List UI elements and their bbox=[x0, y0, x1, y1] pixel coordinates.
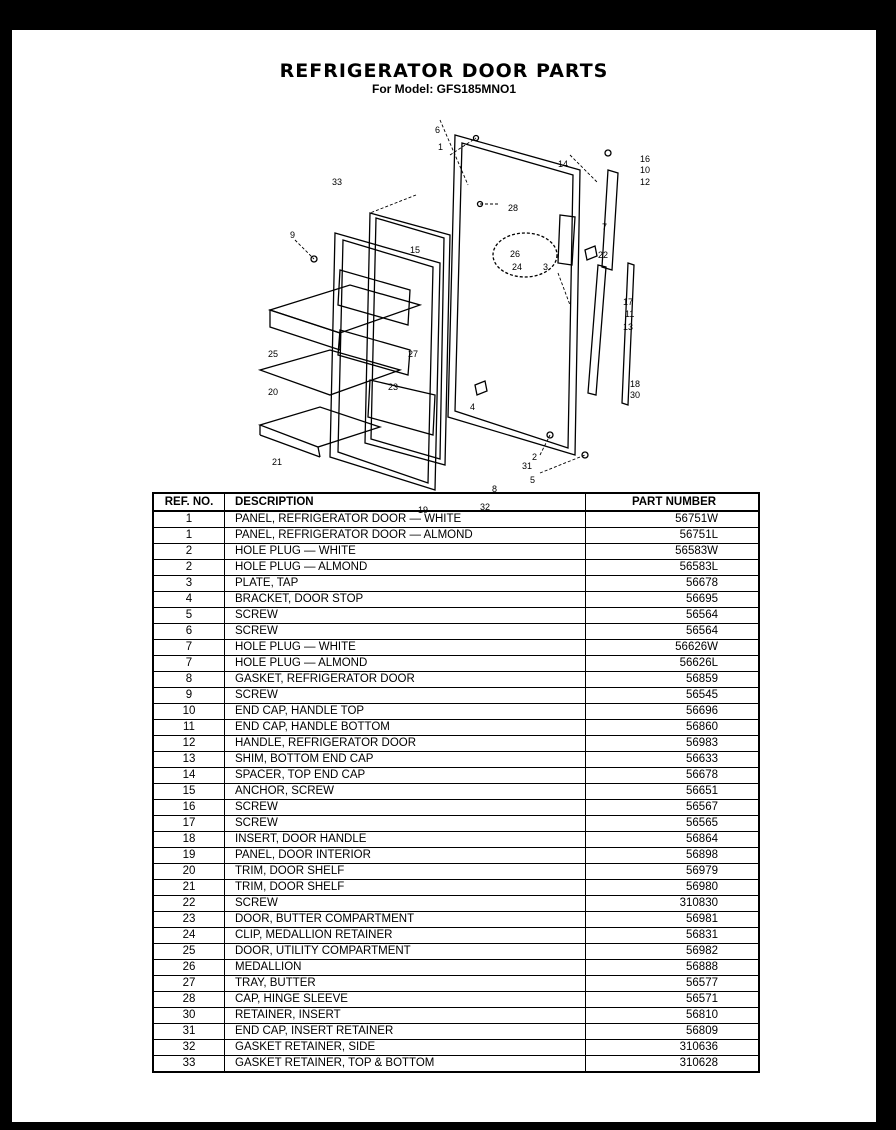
ref-no-cell: 22 bbox=[153, 896, 225, 912]
table-row bbox=[153, 704, 759, 720]
ref-no-cell: 30 bbox=[153, 1008, 225, 1024]
table-row bbox=[153, 576, 759, 592]
part-number-cell: 56983 bbox=[586, 736, 760, 752]
ref-no-cell: 1 bbox=[153, 511, 225, 528]
ref-no-cell: 21 bbox=[153, 880, 225, 896]
table-row bbox=[153, 880, 759, 896]
part-number-cell: 56695 bbox=[586, 592, 760, 608]
ref-no-cell: 2 bbox=[153, 560, 225, 576]
description-cell: INSERT, DOOR HANDLE bbox=[225, 832, 586, 848]
table-row bbox=[153, 688, 759, 704]
part-number-cell: 56577 bbox=[586, 976, 760, 992]
callout-label: 6 bbox=[435, 125, 441, 135]
description-cell: SPACER, TOP END CAP bbox=[225, 768, 586, 784]
table-row bbox=[153, 752, 759, 768]
table-row bbox=[153, 912, 759, 928]
description-cell: SCREW bbox=[225, 816, 586, 832]
description-cell: MEDALLION bbox=[225, 960, 586, 976]
ref-no-cell: 3 bbox=[153, 576, 225, 592]
callout-label: 15 bbox=[410, 245, 421, 255]
description-cell: PANEL, REFRIGERATOR DOOR — ALMOND bbox=[225, 528, 586, 544]
callout-label: 31 bbox=[522, 461, 533, 471]
ref-no-cell: 15 bbox=[153, 784, 225, 800]
table-row bbox=[153, 528, 759, 544]
callout-label: 25 bbox=[268, 349, 279, 359]
callout-label: 27 bbox=[408, 349, 419, 359]
ref-no-cell: 33 bbox=[153, 1056, 225, 1073]
table-row bbox=[153, 944, 759, 960]
part-number-cell: 56810 bbox=[586, 1008, 760, 1024]
table-row bbox=[153, 1056, 759, 1073]
callout-label: 7 bbox=[602, 222, 608, 232]
table-row bbox=[153, 896, 759, 912]
part-number-cell: 56678 bbox=[586, 576, 760, 592]
ref-no-cell: 25 bbox=[153, 944, 225, 960]
description-cell: HOLE PLUG — ALMOND bbox=[225, 560, 586, 576]
part-number-cell: 56751L bbox=[586, 528, 760, 544]
table-row bbox=[153, 736, 759, 752]
part-number-cell: 56583L bbox=[586, 560, 760, 576]
page-title: REFRIGERATOR DOOR PARTS bbox=[279, 60, 609, 82]
ref-no-cell: 31 bbox=[153, 1024, 225, 1040]
description-cell: END CAP, HANDLE BOTTOM bbox=[225, 720, 586, 736]
ref-no-cell: 18 bbox=[153, 832, 225, 848]
table-row bbox=[153, 672, 759, 688]
description-cell: CAP, HINGE SLEEVE bbox=[225, 992, 586, 1008]
parts-sheet bbox=[12, 30, 876, 1122]
part-number-cell: 56545 bbox=[586, 688, 760, 704]
table-row bbox=[153, 656, 759, 672]
part-number-cell: 56626W bbox=[586, 640, 760, 656]
callout-label: 19 bbox=[418, 505, 429, 515]
table-row bbox=[153, 832, 759, 848]
part-number-cell: 56564 bbox=[586, 608, 760, 624]
part-number-cell: 56651 bbox=[586, 784, 760, 800]
table-row bbox=[153, 816, 759, 832]
description-cell: HANDLE, REFRIGERATOR DOOR bbox=[225, 736, 586, 752]
callout-label: 33 bbox=[332, 177, 343, 187]
callout-label: 21 bbox=[272, 457, 283, 467]
description-cell: ANCHOR, SCREW bbox=[225, 784, 586, 800]
description-cell: SCREW bbox=[225, 624, 586, 640]
part-number-cell: 56981 bbox=[586, 912, 760, 928]
ref-no-cell: 19 bbox=[153, 848, 225, 864]
table-row bbox=[153, 992, 759, 1008]
description-cell: HOLE PLUG — WHITE bbox=[225, 640, 586, 656]
ref-no-cell: 17 bbox=[153, 816, 225, 832]
col-header-ref-no: REF. NO. bbox=[153, 493, 225, 511]
description-cell: END CAP, INSERT RETAINER bbox=[225, 1024, 586, 1040]
description-cell: DOOR, BUTTER COMPARTMENT bbox=[225, 912, 586, 928]
callout-label: 4 bbox=[470, 402, 476, 412]
ref-no-cell: 11 bbox=[153, 720, 225, 736]
ref-no-cell: 9 bbox=[153, 688, 225, 704]
col-header-description: DESCRIPTION bbox=[225, 493, 586, 511]
part-number-cell: 310628 bbox=[586, 1056, 760, 1073]
ref-no-cell: 16 bbox=[153, 800, 225, 816]
description-cell: TRAY, BUTTER bbox=[225, 976, 586, 992]
description-cell: HOLE PLUG — WHITE bbox=[225, 544, 586, 560]
ref-no-cell: 10 bbox=[153, 704, 225, 720]
table-row bbox=[153, 511, 759, 528]
part-number-cell: 310636 bbox=[586, 1040, 760, 1056]
part-number-cell: 56583W bbox=[586, 544, 760, 560]
callout-label: 20 bbox=[268, 387, 279, 397]
description-cell: END CAP, HANDLE TOP bbox=[225, 704, 586, 720]
table-row bbox=[153, 1040, 759, 1056]
description-cell: TRIM, DOOR SHELF bbox=[225, 880, 586, 896]
part-number-cell: 56898 bbox=[586, 848, 760, 864]
ref-no-cell: 23 bbox=[153, 912, 225, 928]
description-cell: CLIP, MEDALLION RETAINER bbox=[225, 928, 586, 944]
part-number-cell: 56831 bbox=[586, 928, 760, 944]
part-number-cell: 56696 bbox=[586, 704, 760, 720]
table-row bbox=[153, 960, 759, 976]
table-row bbox=[153, 720, 759, 736]
callout-label: 22 bbox=[598, 250, 609, 260]
ref-no-cell: 8 bbox=[153, 672, 225, 688]
description-cell: SCREW bbox=[225, 688, 586, 704]
part-number-cell: 56678 bbox=[586, 768, 760, 784]
description-cell: SHIM, BOTTOM END CAP bbox=[225, 752, 586, 768]
callout-label: 2 bbox=[532, 452, 538, 462]
description-cell: GASKET, REFRIGERATOR DOOR bbox=[225, 672, 586, 688]
part-number-cell: 56633 bbox=[586, 752, 760, 768]
table-row bbox=[153, 560, 759, 576]
description-cell: GASKET RETAINER, TOP & BOTTOM bbox=[225, 1056, 586, 1073]
description-cell: BRACKET, DOOR STOP bbox=[225, 592, 586, 608]
callout-label: 3 bbox=[543, 262, 549, 272]
callout-label: 8 bbox=[492, 484, 498, 494]
ref-no-cell: 1 bbox=[153, 528, 225, 544]
part-number-cell: 56571 bbox=[586, 992, 760, 1008]
ref-no-cell: 20 bbox=[153, 864, 225, 880]
part-number-cell: 56751W bbox=[586, 511, 760, 528]
table-row bbox=[153, 1024, 759, 1040]
ref-no-cell: 4 bbox=[153, 592, 225, 608]
ref-no-cell: 27 bbox=[153, 976, 225, 992]
table-row bbox=[153, 592, 759, 608]
ref-no-cell: 5 bbox=[153, 608, 225, 624]
callout-label: 12 bbox=[640, 177, 651, 187]
part-number-cell: 56564 bbox=[586, 624, 760, 640]
callout-label: 30 bbox=[630, 390, 641, 400]
part-number-cell: 56567 bbox=[586, 800, 760, 816]
ref-no-cell: 32 bbox=[153, 1040, 225, 1056]
table-row bbox=[153, 768, 759, 784]
ref-no-cell: 13 bbox=[153, 752, 225, 768]
ref-no-cell: 24 bbox=[153, 928, 225, 944]
part-number-cell: 56860 bbox=[586, 720, 760, 736]
ref-no-cell: 7 bbox=[153, 656, 225, 672]
table-row bbox=[153, 544, 759, 560]
table-header-row bbox=[153, 493, 759, 511]
part-number-cell: 56980 bbox=[586, 880, 760, 896]
part-number-cell: 56888 bbox=[586, 960, 760, 976]
callout-label: 9 bbox=[290, 230, 296, 240]
callout-label: 13 bbox=[623, 322, 634, 332]
callout-label: 28 bbox=[508, 203, 519, 213]
table-row bbox=[153, 848, 759, 864]
part-number-cell: 56859 bbox=[586, 672, 760, 688]
description-cell: PANEL, REFRIGERATOR DOOR — WHITE bbox=[225, 511, 586, 528]
table-row bbox=[153, 784, 759, 800]
table-row bbox=[153, 608, 759, 624]
callout-label: 18 bbox=[630, 379, 641, 389]
description-cell: HOLE PLUG — ALMOND bbox=[225, 656, 586, 672]
table-row bbox=[153, 624, 759, 640]
table-row bbox=[153, 1008, 759, 1024]
callout-label: 32 bbox=[480, 502, 491, 512]
callout-label: 1 bbox=[438, 142, 444, 152]
ref-no-cell: 12 bbox=[153, 736, 225, 752]
parts-list-table bbox=[152, 492, 760, 1073]
description-cell: SCREW bbox=[225, 608, 586, 624]
part-number-cell: 56565 bbox=[586, 816, 760, 832]
callout-label: 17 bbox=[623, 297, 634, 307]
table-row bbox=[153, 976, 759, 992]
part-number-cell: 56979 bbox=[586, 864, 760, 880]
table-row bbox=[153, 800, 759, 816]
callout-label: 10 bbox=[640, 165, 651, 175]
table-row bbox=[153, 928, 759, 944]
description-cell: TRIM, DOOR SHELF bbox=[225, 864, 586, 880]
description-cell: GASKET RETAINER, SIDE bbox=[225, 1040, 586, 1056]
callout-label: 11 bbox=[625, 309, 635, 319]
ref-no-cell: 14 bbox=[153, 768, 225, 784]
diagram-callouts bbox=[268, 125, 650, 515]
part-number-cell: 56982 bbox=[586, 944, 760, 960]
ref-no-cell: 2 bbox=[153, 544, 225, 560]
callout-label: 5 bbox=[530, 475, 536, 485]
callout-label: 14 bbox=[558, 159, 569, 169]
part-number-cell: 56809 bbox=[586, 1024, 760, 1040]
table-row bbox=[153, 640, 759, 656]
callout-label: 26 bbox=[510, 249, 521, 259]
callout-label: 24 bbox=[512, 262, 523, 272]
description-cell: PLATE, TAP bbox=[225, 576, 586, 592]
description-cell: DOOR, UTILITY COMPARTMENT bbox=[225, 944, 586, 960]
callout-label: 23 bbox=[388, 382, 399, 392]
ref-no-cell: 7 bbox=[153, 640, 225, 656]
table-row bbox=[153, 864, 759, 880]
description-cell: SCREW bbox=[225, 800, 586, 816]
ref-no-cell: 26 bbox=[153, 960, 225, 976]
part-number-cell: 310830 bbox=[586, 896, 760, 912]
ref-no-cell: 6 bbox=[153, 624, 225, 640]
ref-no-cell: 28 bbox=[153, 992, 225, 1008]
part-number-cell: 56626L bbox=[586, 656, 760, 672]
description-cell: PANEL, DOOR INTERIOR bbox=[225, 848, 586, 864]
callout-label: 16 bbox=[640, 154, 651, 164]
description-cell: SCREW bbox=[225, 896, 586, 912]
description-cell: RETAINER, INSERT bbox=[225, 1008, 586, 1024]
part-number-cell: 56864 bbox=[586, 832, 760, 848]
model-subtitle: For Model: GFS185MNO1 bbox=[371, 82, 517, 96]
col-header-part-number: PART NUMBER bbox=[586, 493, 760, 511]
door-panel-shape bbox=[448, 135, 580, 455]
